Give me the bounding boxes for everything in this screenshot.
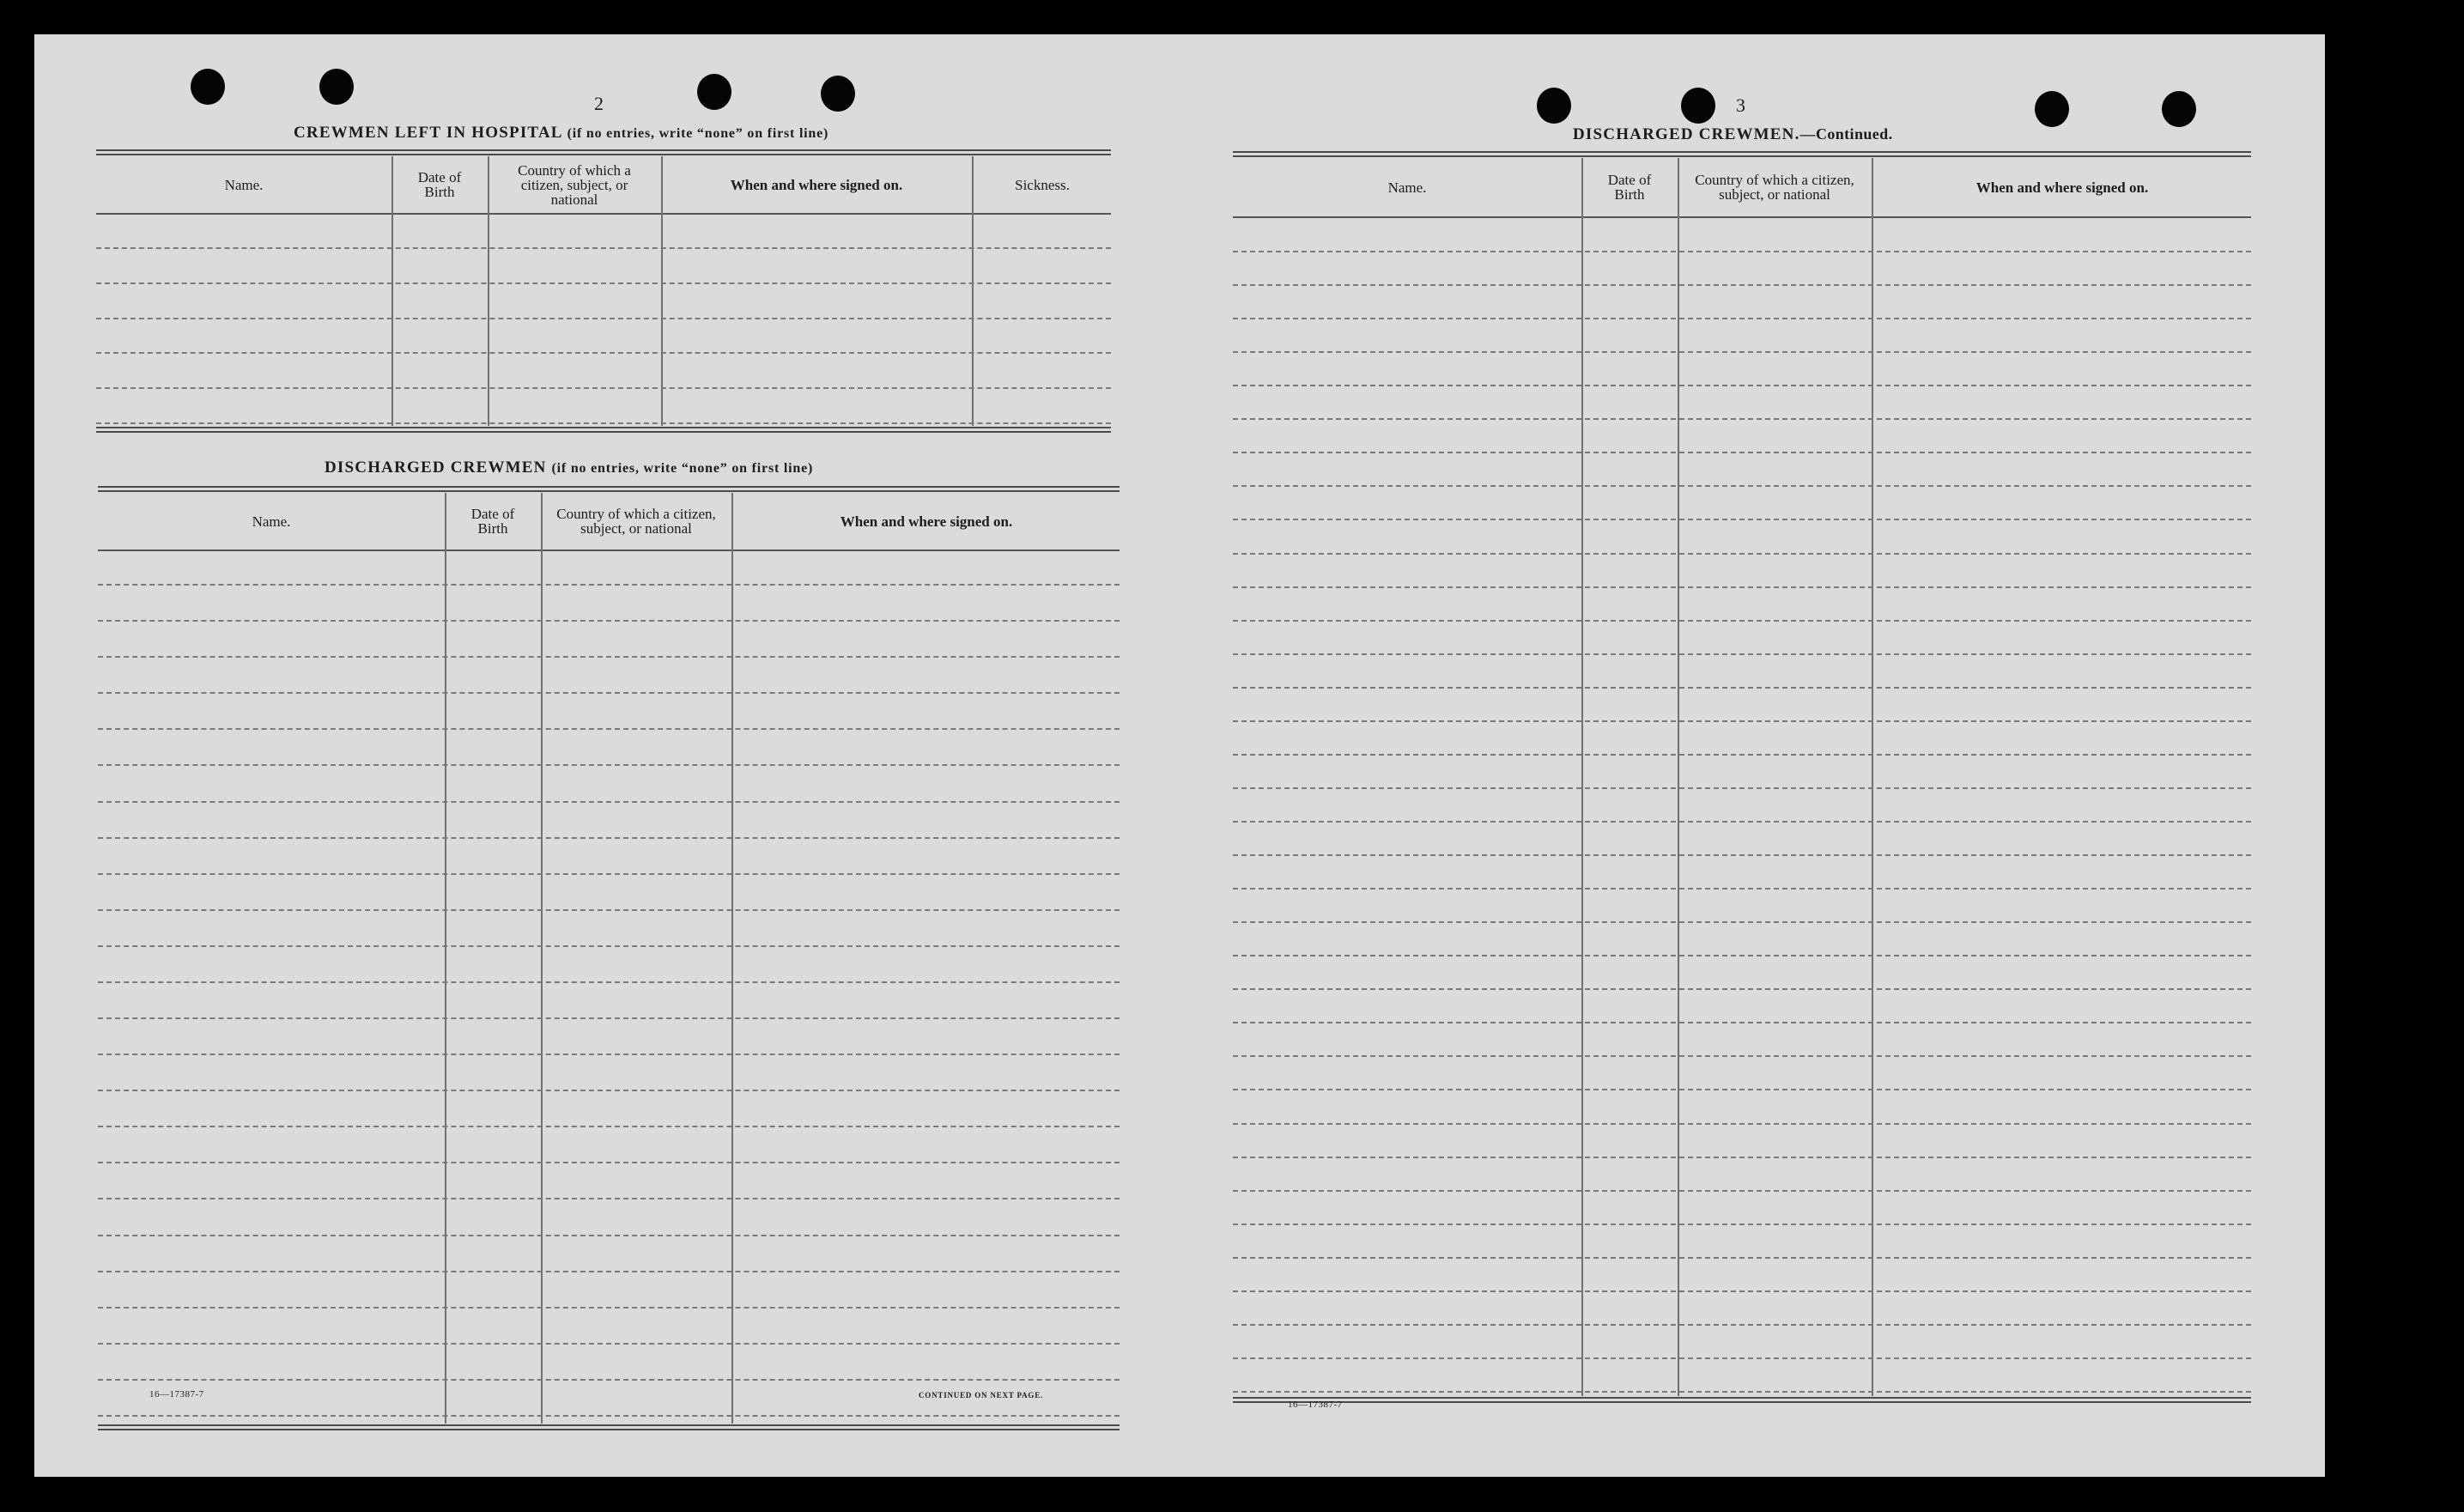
hospital-table [96,149,1111,433]
punch-hole [319,69,354,105]
table-bottom-rule [1233,1397,2251,1403]
entry-row [98,1090,1120,1091]
entry-row [98,764,1120,766]
punch-hole [2162,91,2196,127]
table-top-rule [98,486,1120,492]
entry-row [96,422,1111,424]
column-header-date-of-birth: Date of Birth [417,169,462,200]
entry-row [98,1343,1120,1345]
entry-row [98,1198,1120,1199]
discharged-continued-title [1573,125,1892,144]
entry-row [1233,921,2251,923]
entry-row [98,909,1120,911]
entry-row [96,247,1111,249]
entry-row [1233,821,2251,823]
entry-row [1233,1391,2251,1393]
entry-row [1233,1257,2251,1259]
punch-hole [191,69,225,105]
page-number: 3 [1736,94,1745,116]
entry-row [1233,553,2251,555]
continued-label: —Continued. [1799,125,1893,143]
entry-row [98,692,1120,694]
header-divider [98,550,1120,551]
column-divider [445,493,446,1424]
column-header-date-of-birth: Date of Birth [470,506,515,537]
entry-row [1233,1224,2251,1225]
entry-row [98,1307,1120,1309]
entry-row [1233,653,2251,655]
table-bottom-rule [96,427,1111,433]
entry-row [1233,720,2251,722]
entry-row [96,387,1111,389]
entry-row [1233,385,2251,386]
punch-hole [821,76,855,112]
entry-row [98,656,1120,658]
entry-row [98,584,1120,586]
entry-row [98,1271,1120,1272]
entry-row [1233,1290,2251,1292]
column-header-country: Country of which a citizen, subject, or national [556,506,716,537]
column-divider [1581,158,1583,1396]
entry-row [1233,687,2251,689]
discharged-continued-title-text: DISCHARGED CREWMEN. [1573,125,1800,143]
entry-row [98,728,1120,730]
discharged-title-text: DISCHARGED CREWMEN [325,458,547,477]
entry-row [1233,284,2251,286]
column-header-country: Country of which a citizen, subject, or national [1695,172,1854,203]
entry-row [98,1415,1120,1417]
entry-row [1233,1157,2251,1158]
header-divider [96,213,1111,215]
column-header-date-of-birth: Date of Birth [1607,172,1652,203]
entry-row [1233,586,2251,588]
column-header-signed-on: When and where signed on. [840,513,1013,530]
entry-row [1233,1324,2251,1326]
entry-row [98,1054,1120,1055]
entry-row [96,318,1111,319]
column-header-sickness: Sickness. [1015,176,1070,193]
column-divider [541,493,543,1424]
column-divider [1678,158,1679,1396]
entry-row [1233,1089,2251,1090]
column-header-country: Country of which a citizen, subject, or national [518,161,631,208]
hospital-section-title [294,124,828,143]
hospital-instruction: (if no entries, write “none” on first line) [567,126,829,141]
entry-row [1233,1190,2251,1192]
entry-row [98,1126,1120,1127]
entry-row [1233,418,2251,420]
punch-hole [1681,88,1715,124]
discharged-section-title [325,458,813,477]
entry-row [1233,1123,2251,1125]
form-number: 16—17387-7 [1288,1400,1343,1410]
column-header-name: Name. [1387,179,1427,196]
entry-row [96,282,1111,284]
column-header-name: Name. [224,176,264,193]
hospital-title-text: CREWMEN LEFT IN HOSPITAL [294,124,562,142]
punch-hole [2035,91,2069,127]
table-top-rule [1233,151,2251,157]
table-bottom-rule [98,1424,1120,1430]
discharged-continued-table [1233,151,2251,1403]
header-divider [1233,216,2251,218]
entry-row [98,945,1120,947]
entry-row [1233,485,2251,487]
entry-row [96,352,1111,354]
entry-row [1233,452,2251,453]
page-number: 2 [594,93,604,114]
entry-row [1233,888,2251,890]
entry-row [1233,1055,2251,1057]
entry-row [1233,519,2251,520]
continued-note: CONTINUED ON NEXT PAGE. [919,1391,1044,1400]
entry-row [98,981,1120,983]
entry-row [1233,854,2251,856]
discharged-instruction: (if no entries, write “none” on first line) [551,461,814,476]
entry-row [1233,754,2251,756]
entry-row [98,620,1120,622]
form-number: 16—17387-7 [149,1389,204,1400]
entry-row [1233,955,2251,956]
entry-row [1233,1022,2251,1023]
document-sheet [34,34,2325,1477]
entry-row [1233,988,2251,990]
punch-hole [1537,88,1571,124]
entry-row [1233,318,2251,319]
entry-row [98,801,1120,803]
table-top-rule [96,149,1111,155]
entry-row [98,1235,1120,1236]
entry-row [98,873,1120,875]
entry-row [98,1379,1120,1381]
entry-row [1233,251,2251,252]
column-header-signed-on: When and where signed on. [730,176,903,193]
entry-row [1233,620,2251,622]
entry-row [98,1162,1120,1163]
column-header-name: Name. [252,513,291,530]
column-divider [1872,158,1873,1396]
punch-hole [697,74,731,110]
entry-row [1233,787,2251,789]
entry-row [98,1017,1120,1019]
column-header-signed-on: When and where signed on. [1975,179,2149,196]
entry-row [1233,351,2251,353]
column-divider [731,493,733,1424]
entry-row [1233,1357,2251,1359]
discharged-table [98,486,1120,1430]
entry-row [98,837,1120,839]
